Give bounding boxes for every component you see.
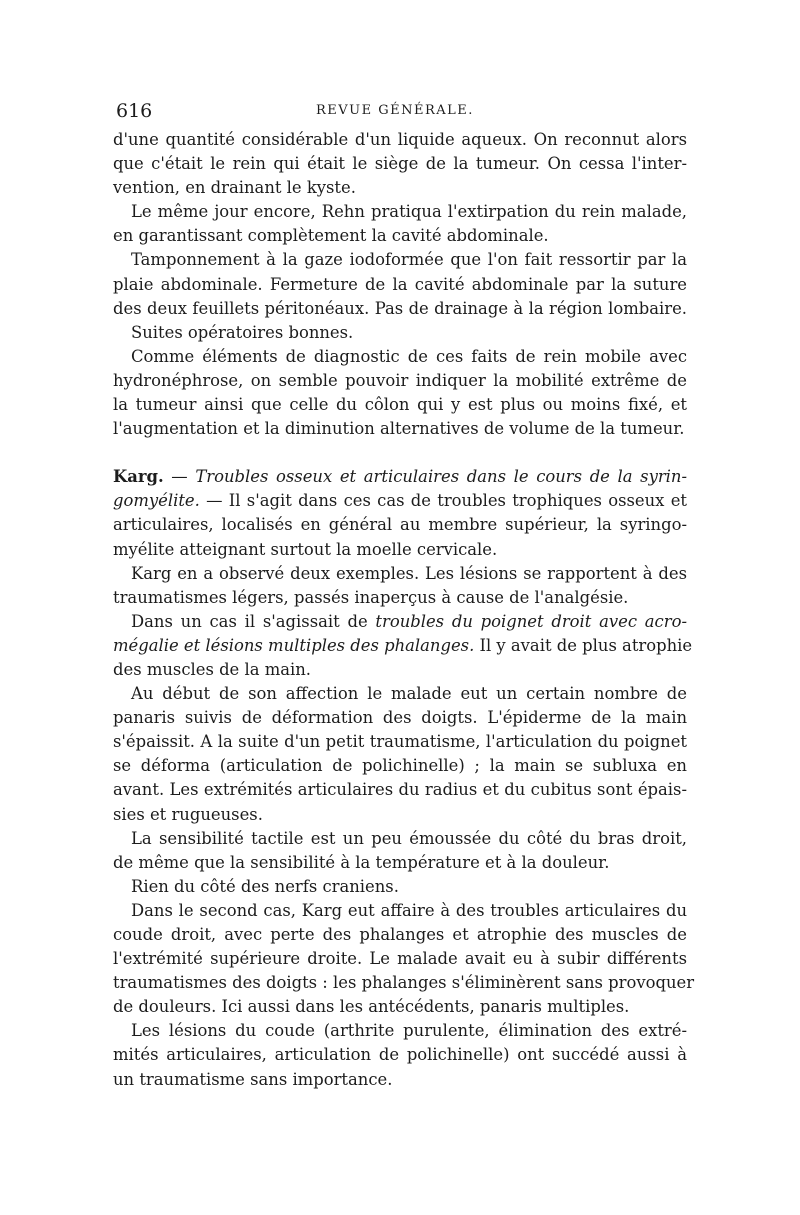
text-line: l'augmentation et la diminution alternatives de volume de la tumeur.	[113, 419, 685, 439]
text-line: des deux feuillets péritonéaux. Pas de drainage à la région lombaire.	[113, 298, 687, 318]
text-line: Tamponnement à la gaze iodoformée que l'on fait ressortir par la	[131, 250, 687, 270]
article-title: gomyélite.	[113, 491, 200, 511]
text-line: Le même jour encore, Rehn pratiqua l'extirpation du rein malade,	[131, 202, 687, 222]
text-line: vention, en drainant le kyste.	[113, 178, 356, 198]
text-line: Dans un cas il s'agissait de troubles du poignet droit avec acro-	[131, 611, 687, 631]
text-line: en garantissant complètement la cavité abdominale.	[113, 226, 549, 246]
text-line: un traumatisme sans importance.	[113, 1069, 393, 1089]
text-line: s'épaissit. A la suite d'un petit traumatisme, l'articulation du poignet	[113, 732, 687, 752]
text-line: Au début de son affection le malade eut un certain nombre de	[131, 684, 687, 704]
text-line: mégalie et lésions multiples des phalanges. Il y avait de plus atrophie	[113, 635, 693, 655]
text-line: Dans le second cas, Karg eut affaire à des troubles articulaires du	[131, 900, 687, 920]
page-number: 616	[116, 100, 153, 122]
text-line: myélite atteignant surtout la moelle cervicale.	[113, 539, 498, 559]
text-line: plaie abdominale. Fermeture de la cavité abdominale par la suture	[113, 274, 687, 294]
text-line: La sensibilité tactile est un peu émoussée du côté du bras droit,	[131, 828, 687, 848]
page-header	[116, 100, 686, 124]
text-line: Suites opératoires bonnes.	[131, 322, 354, 342]
text-line: Comme éléments de diagnostic de ces faits de rein mobile avec	[131, 346, 687, 366]
text-line: hydronéphrose, on semble pouvoir indiquer la mobilité extrême de	[113, 370, 687, 390]
text-line: Karg en a observé deux exemples. Les lésions se rapportent à des	[131, 563, 687, 583]
text-line: sies et rugueuses.	[113, 804, 263, 824]
italic-phrase: troubles du poignet droit avec acro-	[375, 611, 687, 631]
text-line: gomyélite. — Il s'agit dans ces cas de troubles trophiques osseux et	[113, 491, 687, 511]
text-line: coude droit, avec perte des phalanges et atrophie des muscles de	[113, 925, 687, 944]
text-line: l'extrémité supérieure droite. Le malade avait eu à subir différents	[113, 949, 687, 969]
text-line: que c'était le rein qui était le siège de la tumeur. On cessa l'inter-	[113, 154, 687, 174]
text-line: traumatismes des doigts : les phalanges s'éliminèrent sans provoquer	[113, 973, 695, 993]
text-line: panaris suivis de déformation des doigts. L'épiderme de la main	[113, 708, 687, 728]
text-line: de même que la sensibilité à la température et à la douleur.	[113, 852, 610, 872]
text-line: Rien du côté des nerfs craniens.	[131, 876, 399, 896]
text-line: se déforma (articulation de polichinelle) ; la main se subluxa en	[113, 756, 687, 776]
text-line: avant. Les extrémités articulaires du radius et du cubitus sont épais-	[113, 780, 687, 800]
text-line: de douleurs. Ici aussi dans les antécédents, panaris multiples.	[113, 997, 630, 1017]
body-text	[113, 128, 695, 1092]
text-line: articulaires, localisés en général au membre supérieur, la syringo-	[113, 515, 687, 535]
section-gap	[113, 441, 687, 465]
text-line: mités articulaires, articulation de polichinelle) ont succédé aussi à	[113, 1045, 687, 1065]
text-line: traumatismes légers, passés inaperçus à cause de l'analgésie.	[113, 587, 629, 607]
article-title: Troubles osseux et articulaires dans le cours de la syrin-	[195, 467, 688, 487]
running-title: REVUE GÉNÉRALE.	[316, 103, 474, 118]
italic-phrase: mégalie et lésions multiples des phalanges.	[113, 635, 475, 655]
text-line: Karg. — Troubles osseux et articulaires dans le cours de la syrin-	[113, 467, 688, 487]
text-line: la tumeur ainsi que celle du côlon qui y est plus ou moins fixé, et	[113, 395, 687, 415]
text-line: Les lésions du coude (arthrite purulente, élimination des extré-	[131, 1021, 687, 1041]
text-line: des muscles de la main.	[113, 659, 312, 679]
author-name: Karg.	[113, 467, 164, 487]
text-line: d'une quantité considérable d'un liquide aqueux. On reconnut alors	[113, 130, 687, 149]
